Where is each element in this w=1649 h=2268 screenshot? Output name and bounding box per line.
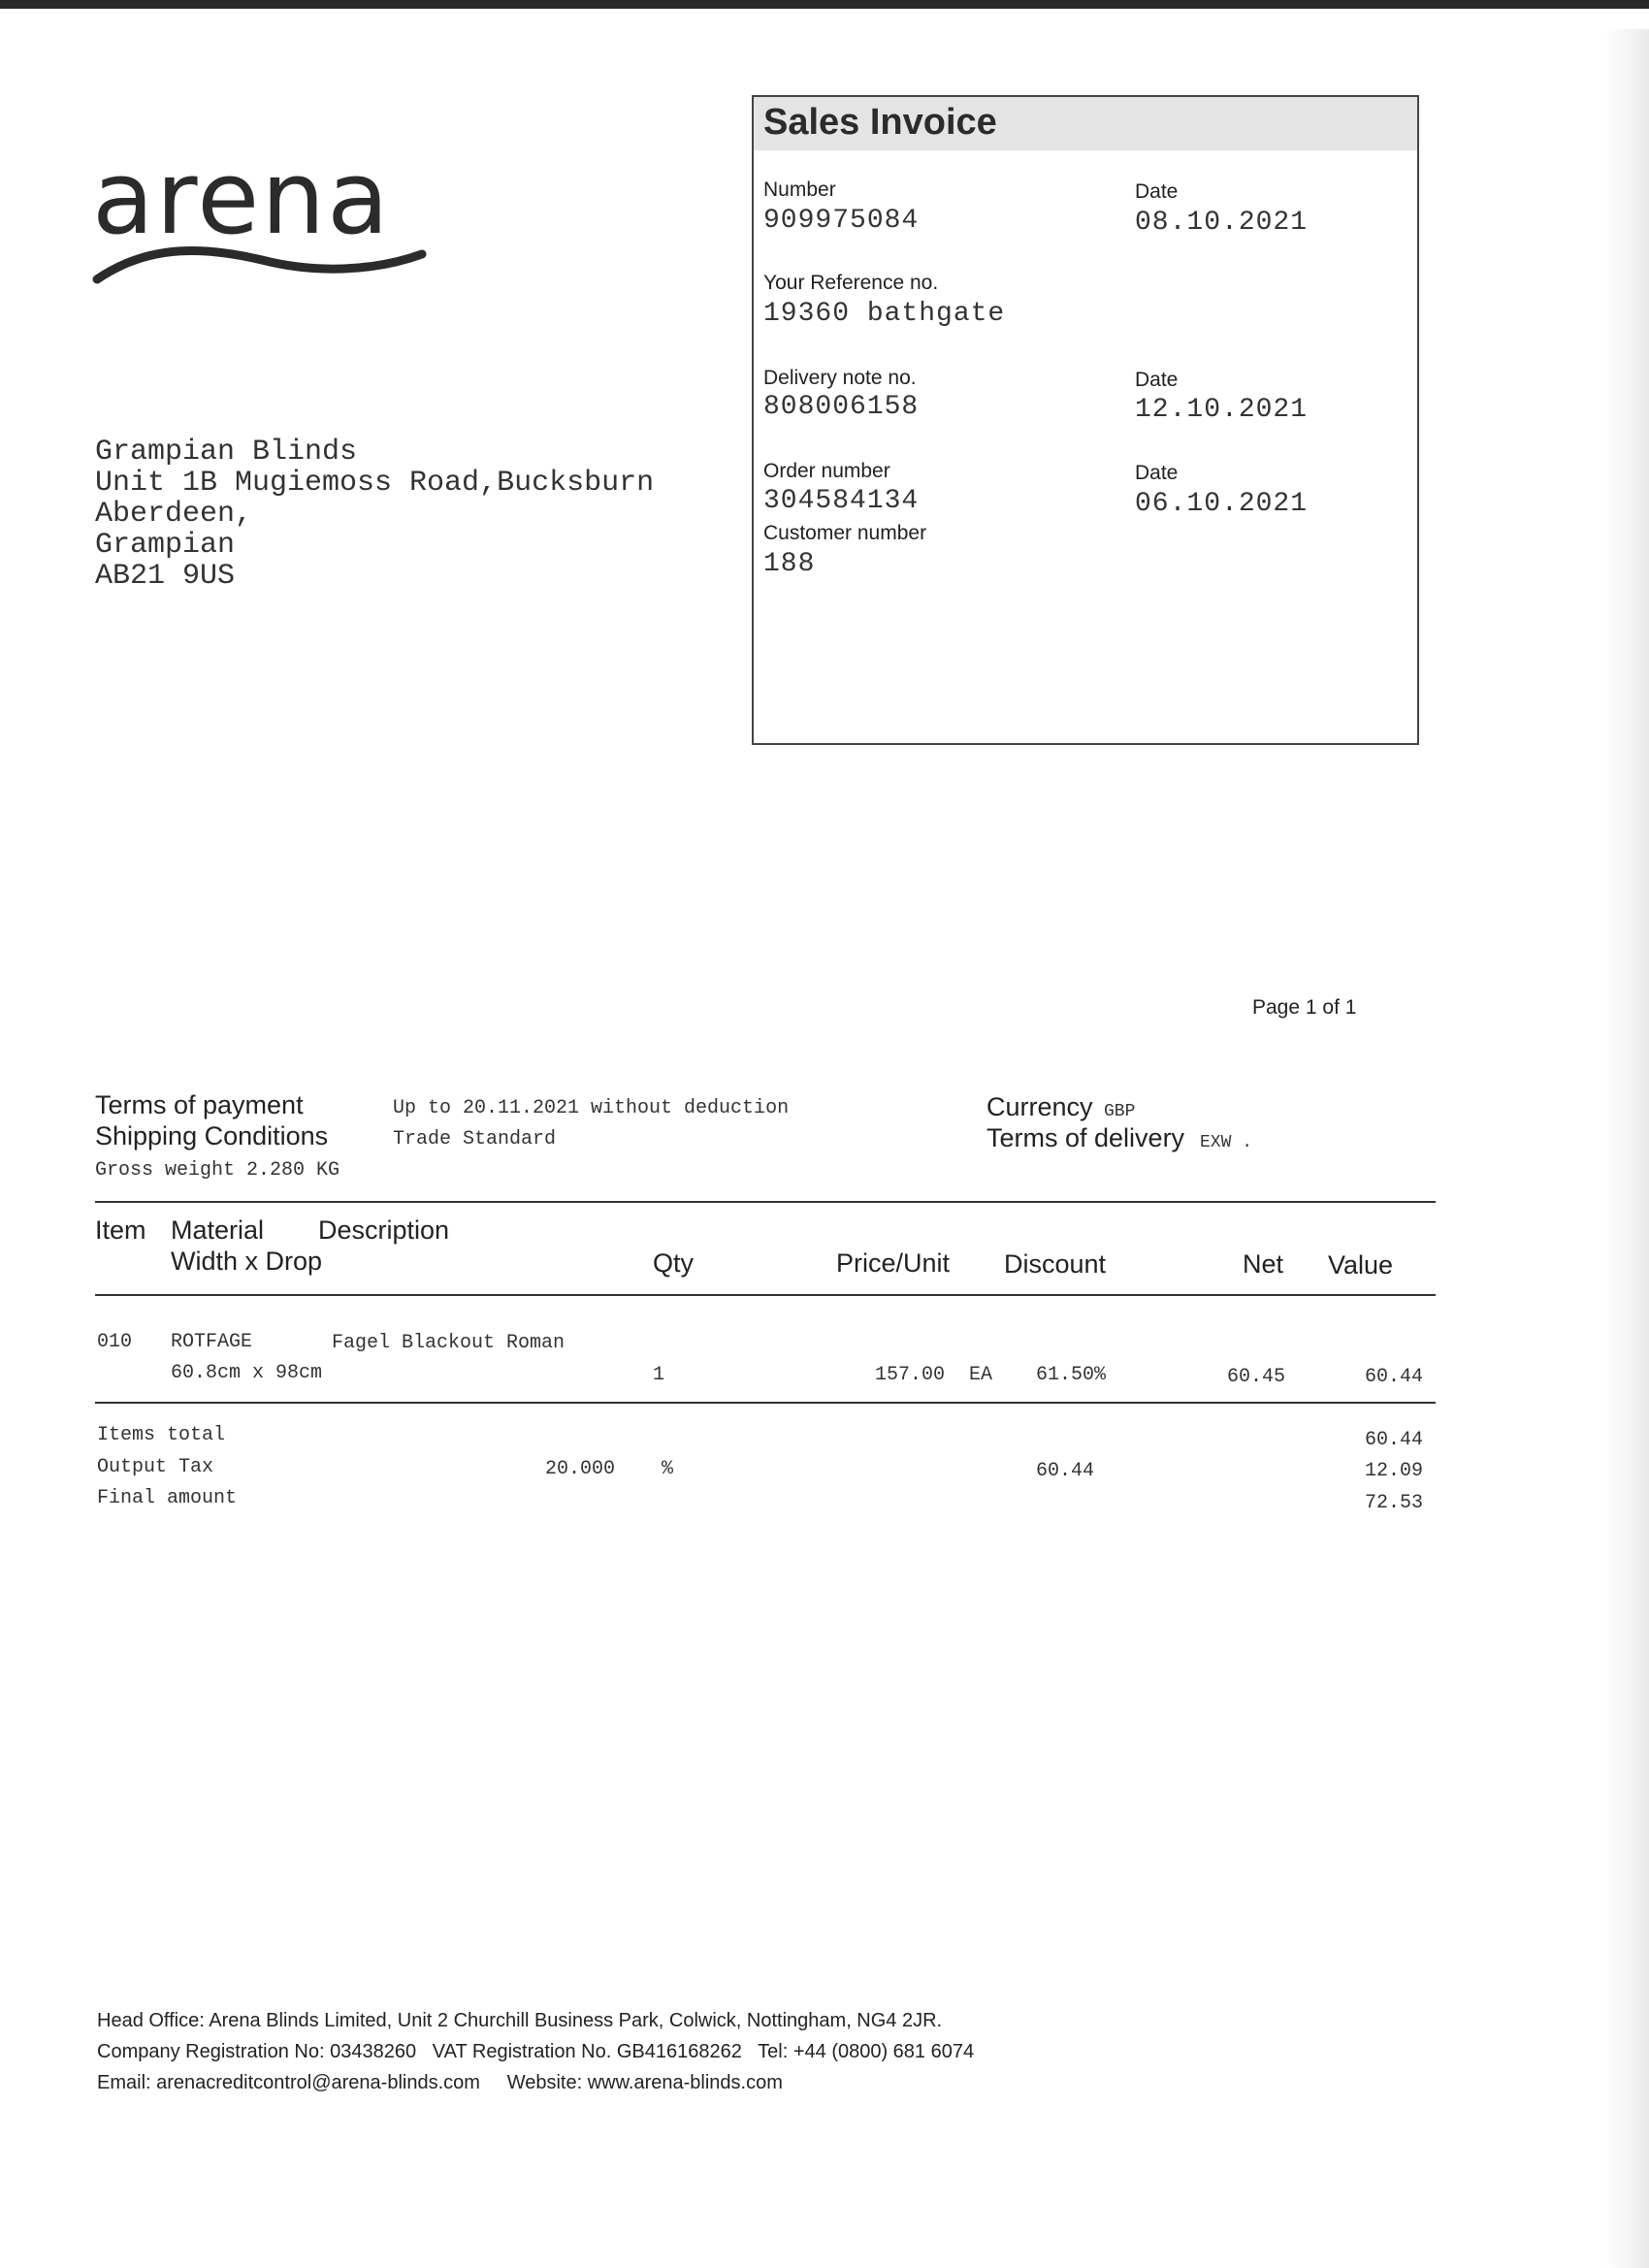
table-header-rule [95,1294,1436,1296]
items-total-value: 60.44 [1364,1429,1423,1451]
col-header-qty: Qty [653,1248,695,1278]
row-qty: 1 [653,1364,665,1386]
col-header-discount: Discount [1004,1249,1107,1279]
row-item-number: 010 [97,1331,133,1353]
col-header-price-unit: Price/Unit [836,1248,951,1278]
shipping-conditions-label: Shipping Conditions [95,1121,329,1150]
footer-contact: Email: arenacreditcontrol@arena-blinds.com Website: www.arena-blinds.com [97,2072,783,2093]
row-price: 157.00 [874,1364,945,1386]
invoice-date-label: Date [1135,180,1179,203]
invoice-number: 909975084 [763,206,920,236]
address-line: Grampian Blinds [95,436,358,469]
footer-registration: Company Registration No: 03438260 VAT Registration No. GB416168262 Tel: +44 (0800) 681 6074 [97,2041,975,2062]
address-line: Unit 1B Mugiemoss Road,Bucksburn [95,467,655,500]
terms-of-payment-label: Terms of payment [95,1090,304,1119]
row-discount: 61.50% [1036,1364,1107,1386]
currency-value: GBP [1104,1102,1136,1121]
shipping-conditions-value: Trade Standard [393,1128,557,1150]
invoice-box-header [754,97,1417,150]
col-header-value: Value [1328,1250,1394,1280]
order-date: 06.10.2021 [1135,489,1309,519]
delivery-date-label: Date [1135,369,1179,391]
invoice-date: 08.10.2021 [1135,208,1309,238]
page-indicator: Page 1 of 1 [1252,996,1357,1019]
tax-rate: 20.000 [545,1458,616,1480]
delivery-note-label: Delivery note no. [763,367,917,389]
address-line: Aberdeen, [95,498,253,531]
address-line: Grampian [95,529,236,562]
row-size: 60.8cm x 98cm [171,1362,323,1384]
tax-percent-sign: % [662,1458,674,1480]
row-value: 60.44 [1364,1366,1423,1388]
output-tax-label: Output Tax [97,1456,214,1478]
customer-number-label: Customer number [763,522,927,544]
scan-edge-right [1605,29,1649,2268]
gross-weight: Gross weight 2.280 KG [95,1159,340,1182]
customer-number: 188 [763,549,816,579]
terms-of-delivery-label: Terms of delivery [986,1123,1185,1152]
delivery-note-number: 808006158 [763,392,920,422]
order-date-label: Date [1135,462,1179,484]
recipient-address [95,437,654,592]
logo-text: arena [92,146,391,257]
terms-of-payment-value: Up to 20.11.2021 without deduction [393,1097,790,1119]
final-amount-label: Final amount [97,1487,238,1509]
currency-label: Currency [986,1092,1093,1121]
tax-amount: 12.09 [1364,1460,1423,1482]
row-net: 60.45 [1226,1366,1285,1388]
delivery-date: 12.10.2021 [1135,395,1309,425]
terms-of-delivery-value: EXW . [1200,1133,1253,1152]
your-reference-label: Your Reference no. [763,272,939,294]
arena-logo [92,146,427,291]
row-unit: EA [969,1364,993,1386]
your-reference: 19360 bathgate [763,299,1006,329]
scan-edge-top [0,0,1649,9]
tax-base: 60.44 [1036,1460,1095,1482]
table-top-rule [95,1201,1436,1203]
items-total-label: Items total [97,1424,226,1446]
table-bottom-rule [95,1402,1436,1404]
row-material: ROTFAGE [171,1331,253,1353]
invoice-title: Sales Invoice [763,102,997,143]
final-amount-value: 72.53 [1364,1492,1423,1514]
number-label: Number [763,178,836,201]
order-number-label: Order number [763,460,890,482]
footer-head-office: Head Office: Arena Blinds Limited, Unit 2 Churchill Business Park, Colwick, Nottingham, NG4 2JR. [97,2010,943,2031]
invoice-info-box [752,95,1419,745]
col-header-width-drop: Width x Drop [171,1247,323,1276]
address-line: AB21 9US [95,560,236,593]
col-header-description: Description [318,1215,450,1245]
col-header-material: Material [171,1215,265,1245]
row-description: Fagel Blackout Roman [332,1332,566,1354]
col-header-item: Item [95,1215,146,1245]
col-header-net: Net [1243,1249,1284,1279]
order-number: 304584134 [763,486,920,516]
